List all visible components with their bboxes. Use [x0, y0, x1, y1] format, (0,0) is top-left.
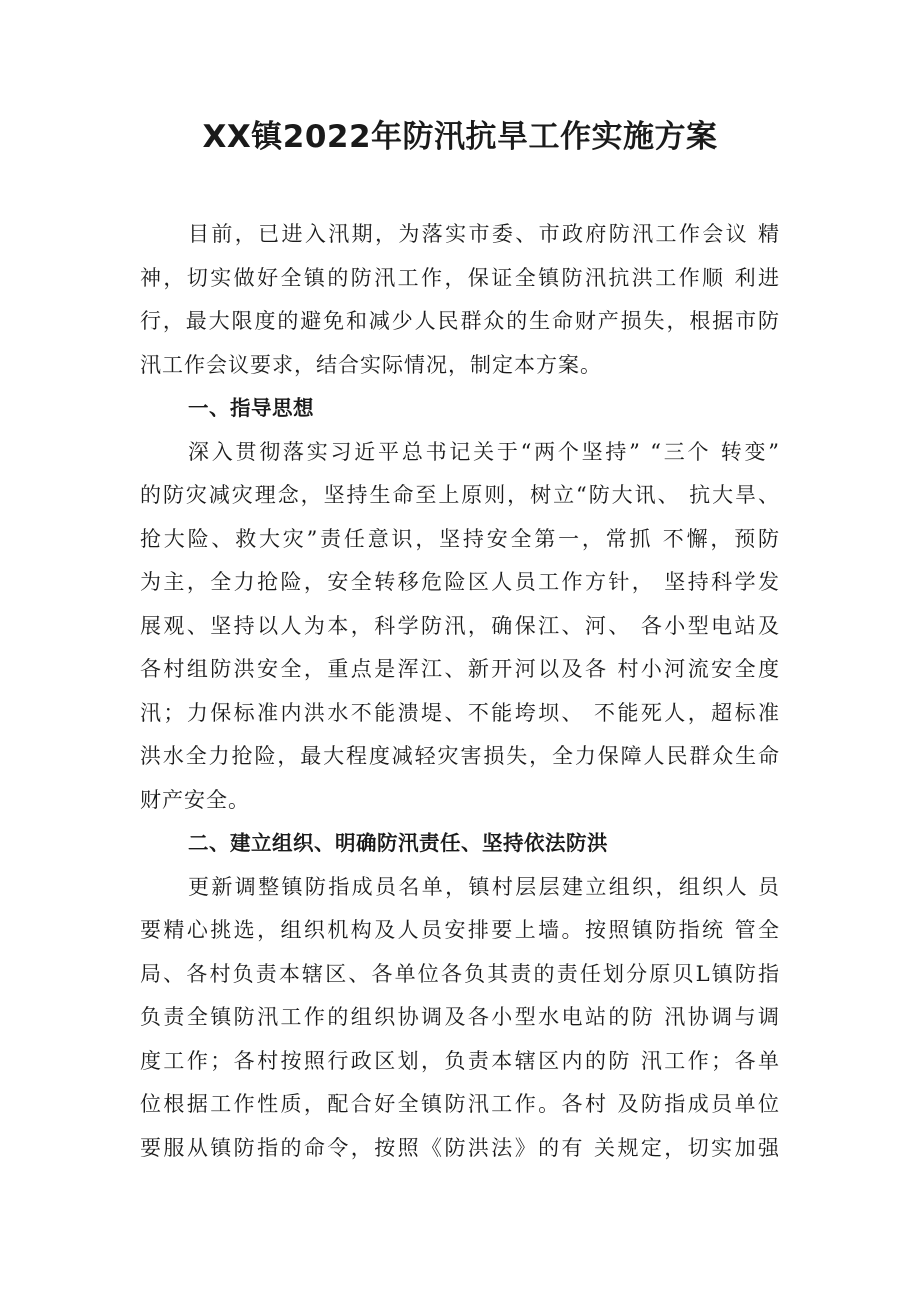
- paragraph-line: 汛工作会议要求，结合实际情况，制定本方案。: [140, 352, 602, 377]
- paragraph-line: 抢大险、救大灾”责任意识，坚持安全第一，常抓 不懈，预防: [140, 526, 780, 551]
- paragraph-line: 负责全镇防汛工作的组织协调及各小型水电站的防 汛协调与调: [140, 1005, 780, 1029]
- document-body: [140, 213, 780, 1170]
- paragraph-line: 局、各村负责本辖区、各单位各负其责的责任划分原贝L镇防指: [140, 961, 780, 986]
- paragraph-line: 财产安全。: [140, 787, 250, 812]
- paragraph-line: 汛；力保标准内洪水不能溃堤、不能垮坝、 不能死人，超标准: [140, 700, 780, 725]
- paragraph-line: 深入贯彻落实习近平总书记关于“两个坚持” “三个 转变”: [188, 439, 780, 464]
- paragraph-line: 行，最大限度的避免和减少人民群众的生命财产损失，根据市防: [140, 309, 780, 333]
- paragraph-line: 要服从镇防指的命令，按照《防洪法》的有 关规定，切实加强: [140, 1135, 780, 1160]
- section-heading: 二、建立组织、明确防汛责任、坚持依法防洪: [188, 831, 608, 855]
- paragraph-line: 目前，已进入汛期，为落实市委、市政府防汛工作会议 精: [188, 222, 780, 246]
- paragraph-line: 的防灾减灾理念，坚持生命至上原则，树立“防大讯、 抗大旱、: [140, 483, 780, 507]
- paragraph-line: 为主，全力抢险，安全转移危险区人员工作方针， 坚持科学发: [140, 570, 780, 594]
- paragraph-line: 各村组防洪安全，重点是浑江、新开河以及各 村小河流安全度: [140, 657, 780, 681]
- section-heading: 一、指导思想: [188, 396, 314, 420]
- paragraph-line: 神，切实做好全镇的防汛工作，保证全镇防汛抗洪工作顺 利进: [140, 265, 780, 290]
- document-title: XX镇2022年防汛抗旱工作实施方案: [202, 119, 718, 155]
- paragraph-line: 洪水全力抢险，最大程度减轻灾害损失，全力保障人民群众生命: [140, 744, 780, 768]
- paragraph-line: 更新调整镇防指成员名单，镇村层层建立组织，组织人 员: [188, 874, 780, 899]
- paragraph-line: 位根据工作性质，配合好全镇防汛工作。各村 及防指成员单位: [140, 1092, 780, 1116]
- paragraph-line: 展观、坚持以人为本，科学防汛，确保江、河、 各小型电站及: [140, 613, 780, 638]
- paragraph-line: 要精心挑选，组织机构及人员安排要上墙。按照镇防指统 管全: [140, 918, 780, 942]
- paragraph-line: 度工作；各村按照行政区划，负责本辖区内的防 汛工作；各单: [140, 1048, 780, 1073]
